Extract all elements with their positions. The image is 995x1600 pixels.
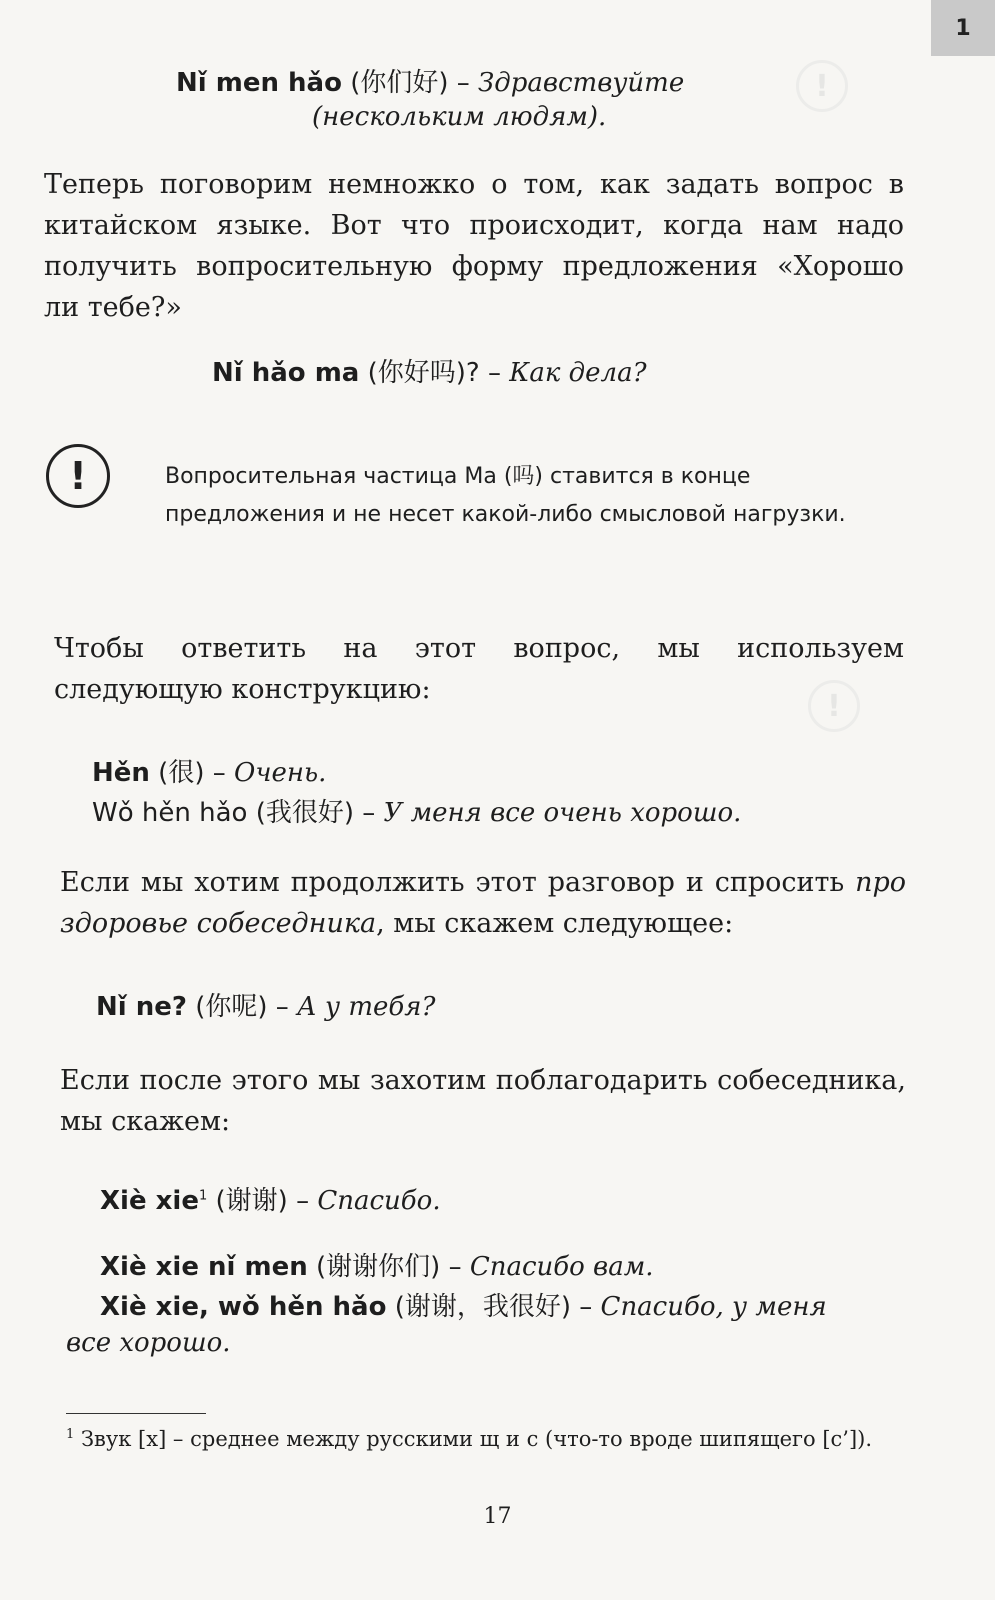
footnote-text: Звук [x] – среднее между русскими щ и с (что-то вроде шипящего [с’]). xyxy=(80,1427,873,1451)
greeting-hanzi: (你们好) xyxy=(350,68,449,98)
paragraph-health-end: , мы скажем следующее: xyxy=(376,908,734,939)
answer-dash: – xyxy=(362,798,376,828)
thanks-pinyin: Xiè xie xyxy=(100,1186,199,1216)
exclamation-icon: ! xyxy=(46,444,110,508)
answer-pinyin: Hěn xyxy=(92,758,150,788)
thanks-dash: – xyxy=(579,1292,593,1322)
answer-translation: У меня все очень хорошо. xyxy=(383,798,742,828)
paragraph-answer: Чтобы ответить на этот вопрос, мы используем следующую конструкцию: xyxy=(54,633,904,705)
question-phrase xyxy=(212,352,647,389)
greeting-translation: Здравствуйте xyxy=(478,68,685,98)
greeting-translation-cont: (нескольким людям). xyxy=(312,102,607,132)
question-pinyin: Nǐ hǎo ma xyxy=(212,358,360,388)
ghost-exclamation-icon: ! xyxy=(808,680,860,732)
answer-hanzi: (我很好) xyxy=(255,798,354,828)
answer-translation: Очень. xyxy=(234,758,327,788)
thanks-translation: Спасибо вам. xyxy=(469,1252,654,1282)
paragraph-health-emphasis: про здоровье собеседника xyxy=(60,867,906,939)
answer-phrase xyxy=(92,792,741,829)
chapter-tab: 1 xyxy=(931,0,995,56)
paragraph-question: Теперь поговорим немножко о том, как задать вопрос в китайском языке. Вот что происходит, когда нам надо получить вопросительную форму предложения «Хорошо ли тебе?» xyxy=(44,169,904,323)
thanks-translation: Спасибо, у меня xyxy=(600,1292,827,1322)
note-text: Вопросительная частица Ma (吗) ставится в конце предложения и не несет какой-либо смысловой нагрузки. xyxy=(165,464,846,527)
health-hanzi: (你呢) xyxy=(195,992,268,1022)
thanks-phrase xyxy=(100,1180,441,1217)
paragraph-thanks: Если после этого мы захотим поблагодарить собеседника, мы скажем: xyxy=(60,1065,906,1137)
answer-hanzi: (很) xyxy=(158,758,205,788)
health-pinyin: Nǐ ne? xyxy=(96,992,187,1022)
page-number: 17 xyxy=(483,1504,512,1529)
health-dash: – xyxy=(275,992,289,1022)
footnote-marker: 1 xyxy=(66,1427,75,1442)
footnote-ref: 1 xyxy=(198,1188,208,1204)
thanks-translation-cont: все хорошо. xyxy=(66,1328,231,1358)
footnote-divider xyxy=(66,1413,206,1414)
answer-phrase xyxy=(92,752,326,789)
greeting-phrase xyxy=(176,62,684,99)
thanks-hanzi: (谢谢，我很好) xyxy=(394,1292,572,1322)
thanks-dash: – xyxy=(448,1252,462,1282)
health-phrase xyxy=(96,986,435,1023)
paragraph-health-start: Если мы хотим продолжить этот разговор и спросить xyxy=(60,867,856,898)
answer-pinyin: Wǒ hěn hǎo xyxy=(92,798,248,828)
answer-dash: – xyxy=(212,758,226,788)
paragraph-health xyxy=(60,862,906,944)
thanks-pinyin: Xiè xie, wǒ hěn hǎo xyxy=(100,1292,387,1322)
greeting-dash: – xyxy=(456,68,470,98)
thanks-dash: – xyxy=(296,1186,310,1216)
thanks-hanzi: (谢谢你们) xyxy=(316,1252,441,1282)
footnote xyxy=(66,1418,904,1456)
greeting-pinyin: Nǐ men hǎo xyxy=(176,68,342,98)
thanks-hanzi: (谢谢) xyxy=(215,1186,288,1216)
thanks-pinyin: Xiè xie nǐ men xyxy=(100,1252,308,1282)
question-translation: Как дела? xyxy=(509,358,647,388)
thanks-phrase xyxy=(100,1246,654,1283)
question-dash: – xyxy=(487,358,501,388)
thanks-translation: Спасибо. xyxy=(317,1186,441,1216)
thanks-phrase xyxy=(100,1286,827,1323)
ghost-exclamation-icon: ! xyxy=(796,60,848,112)
health-translation: А у тебя? xyxy=(297,992,436,1022)
question-hanzi: (你好吗)? xyxy=(367,358,480,388)
